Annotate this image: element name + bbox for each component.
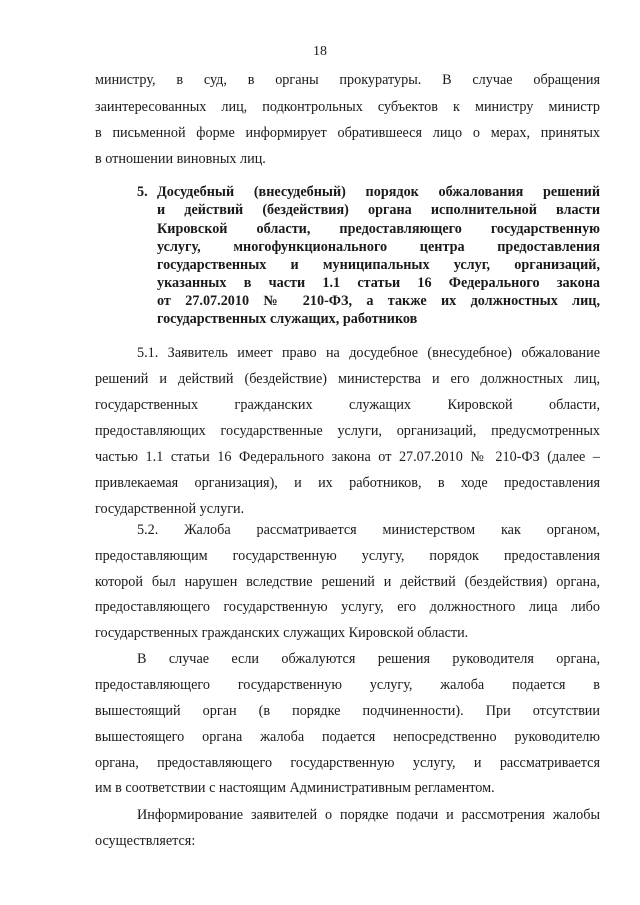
heading-line: Досудебный (внесудебный) порядок обжалования решений [157, 184, 600, 200]
text-line: государственной услуги. [95, 501, 245, 517]
text-line: осуществляется: [95, 833, 196, 849]
text-line: предоставляющих государственные услуги, организаций, предусмотренных [95, 423, 600, 439]
section-number: 5. [137, 184, 148, 200]
page-number: 18 [313, 44, 327, 59]
text-line: в письменной форме информирует обратившееся лицо о мерах, принятых [95, 125, 600, 141]
text-line: 5.1. Заявитель имеет право на досудебное (внесудебное) обжалование [137, 345, 600, 361]
text-line: предоставляющим государственную услугу, порядок предоставления [95, 548, 600, 564]
text-line: им в соответствии с настоящим Административным регламентом. [95, 780, 495, 796]
text-line: вышестоящего органа жалоба подается непосредственно руководителю [95, 729, 600, 745]
text-line: органа, предоставляющего государственную услугу, и рассматривается [95, 755, 600, 771]
heading-line: и действий (бездействия) органа исполнительной власти [157, 202, 600, 218]
text-line: предоставляющего государственную услугу, жалоба подается в [95, 677, 600, 693]
text-line: привлекаемая организация), и их работников, в ходе предоставления [95, 475, 600, 491]
text-line: государственных гражданских служащих Кировской области. [95, 625, 469, 641]
heading-line: от 27.07.2010 № 210-ФЗ, а также их должностных лиц, [157, 293, 600, 309]
heading-line: услугу, многофункционального центра предоставления [157, 239, 600, 255]
text-line: 5.2. Жалоба рассматривается министерством как органом, [137, 522, 600, 538]
text-line: предоставляющего государственную услугу, его должностного лица либо [95, 599, 600, 615]
text-line: в отношении виновных лиц. [95, 151, 266, 167]
text-line: министру, в суд, в органы прокуратуры. В случае обращения [95, 72, 600, 88]
text-line: заинтересованных лиц, подконтрольных субъектов к министру министр [95, 99, 600, 115]
heading-line: государственных и муниципальных услуг, организаций, [157, 257, 600, 273]
text-line: вышестоящий орган (в порядке подчиненности). При отсутствии [95, 703, 600, 719]
heading-line: государственных служащих, работников [157, 311, 418, 327]
text-line: государственных гражданских служащих Кировской области, [95, 397, 600, 413]
heading-line: Кировской области, предоставляющего государственную [157, 221, 600, 237]
text-line: частью 1.1 статьи 16 Федерального закона от 27.07.2010 № 210-ФЗ (далее – [95, 449, 600, 465]
text-line: которой был нарушен вследствие решений и действий (бездействия) органа, [95, 574, 600, 590]
text-line: В случае если обжалуются решения руководителя органа, [137, 651, 600, 667]
text-line: решений и действий (бездействие) министерства и его должностных лиц, [95, 371, 600, 387]
heading-line: указанных в части 1.1 статьи 16 Федерального закона [157, 275, 600, 291]
text-line: Информирование заявителей о порядке подачи и рассмотрения жалобы [137, 807, 600, 823]
